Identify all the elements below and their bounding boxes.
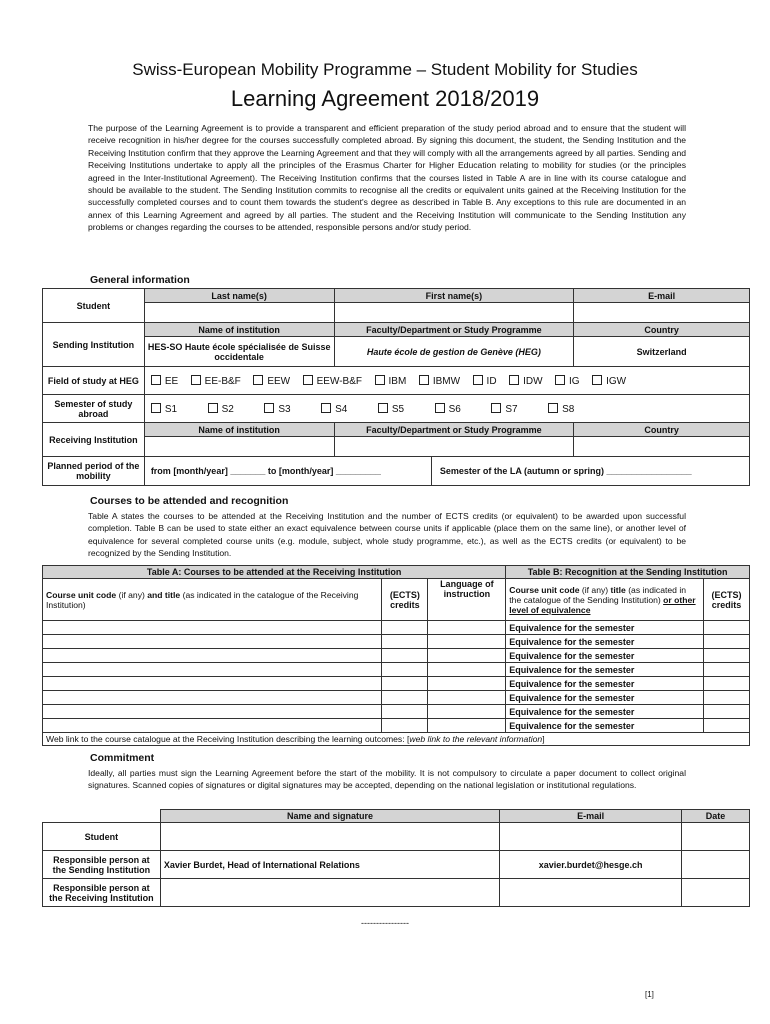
receiving-institution-label: Receiving Institution [43,423,145,457]
field-of-study-label: Field of study at HEG [43,367,145,395]
receiving-responsible-label: Responsible person at the Receiving Institution [43,879,161,907]
student-date-field[interactable] [682,823,750,851]
web-link-row: Web link to the course catalogue at the Receiving Institution describing the learning outcomes: [web link to the relevant information] [43,733,750,746]
commitment-heading: Commitment [90,752,155,764]
table-b-ects-header: (ECTS) credits [703,579,749,621]
table-row [43,663,750,677]
checkbox-icon [555,375,565,385]
email-header: E-mail [574,289,750,303]
checkbox-icon [509,375,519,385]
equivalence-cell: Equivalence for the semester [506,621,704,635]
sending-country: Switzerland [574,337,750,367]
checkbox-icon [321,403,331,413]
signature-table [42,809,750,907]
table-row [43,677,750,691]
semester-option[interactable]: S6 [435,403,461,415]
student-signature-label: Student [43,823,161,851]
sending-institution-label: Sending Institution [43,323,145,367]
table-row [43,705,750,719]
receiving-name-field[interactable] [144,437,334,457]
table-a-title: Table A: Courses to be attended at the Receiving Institution [43,566,506,579]
country-header: Country [574,323,750,337]
ects-header: (ECTS) credits [382,579,428,621]
checkbox-icon [264,403,274,413]
equivalence-cell: Equivalence for the semester [506,649,704,663]
sig-email-header: E-mail [500,810,682,823]
programme-title: Swiss-European Mobility Programme – Student Mobility for Studies [132,60,638,79]
first-name-field[interactable] [334,303,574,323]
student-signature-field[interactable] [160,823,499,851]
table-row [43,635,750,649]
last-name-field[interactable] [144,303,334,323]
checkbox-icon [378,403,388,413]
receiving-name-header: Name of institution [144,423,334,437]
table-b-course-header: Course unit code (if any) title (as indicated in the catalogue of the Sending Institution) or other level of equivalence [506,579,704,621]
semester-option[interactable]: S1 [151,403,177,415]
field-option[interactable]: ID [473,375,497,387]
semester-option[interactable]: S7 [491,403,517,415]
planned-period-label: Planned period of the mobility [43,457,145,486]
receiving-date-field[interactable] [682,879,750,907]
course-unit-header: Course unit code (if any) and title (as indicated in the catalogue of the Receiving Institution) [43,579,382,621]
receiving-signature-field[interactable] [160,879,499,907]
field-of-study-options [144,367,749,395]
general-info-table [42,288,750,486]
field-option[interactable]: EE-B&F [191,375,241,387]
checkbox-icon [375,375,385,385]
sending-responsible-label: Responsible person at the Sending Institution [43,851,161,879]
page-number: [1] [645,990,654,999]
table-row [43,649,750,663]
checkbox-icon [151,375,161,385]
courses-intro: Table A states the courses to be attended at the Receiving Institution and the number of ECTS credits (or equivalent) to be awarded upon successful completion. Table B can be used to state either an exact equivalence between course units if applicable (place them on the same line), or another level of equivalence for several completed course units (e.g. module, subject, whole study programme, etc.), as well as the ECTS credits (or equivalent) to be recognized by the Sending Institution. [88,511,686,559]
semester-options [144,395,749,423]
institution-name-header: Name of institution [144,323,334,337]
semester-option[interactable]: S2 [208,403,234,415]
checkbox-icon [151,403,161,413]
receiving-email-field[interactable] [500,879,682,907]
email-field[interactable] [574,303,750,323]
equivalence-cell: Equivalence for the semester [506,691,704,705]
period-dates[interactable]: from [month/year] _______ to [month/year] _________ [145,457,432,485]
field-option[interactable]: IBM [375,375,407,387]
table-row [43,621,750,635]
checkbox-icon [419,375,429,385]
field-option[interactable]: IDW [509,375,542,387]
equivalence-cell: Equivalence for the semester [506,635,704,649]
checkbox-icon [473,375,483,385]
faculty-header: Faculty/Department or Study Programme [334,323,574,337]
checkbox-icon [191,375,201,385]
checkbox-icon [435,403,445,413]
receiving-faculty-field[interactable] [334,437,574,457]
field-option[interactable]: IGW [592,375,626,387]
separator-dashes: ---------------- [361,918,409,928]
field-option[interactable]: IG [555,375,580,387]
checkbox-icon [253,375,263,385]
table-row [43,719,750,733]
commitment-text: Ideally, all parties must sign the Learning Agreement before the start of the mobility. It is not compulsory to circulate a paper document to collect original signatures. Scanned copies of signatures or digital signatures may be accepted, depending on the national legislation or institutional regulations. [88,768,686,791]
checkbox-icon [303,375,313,385]
equivalence-cell: Equivalence for the semester [506,663,704,677]
field-option[interactable]: EE [151,375,178,387]
checkbox-icon [208,403,218,413]
sending-responsible-name[interactable]: Xavier Burdet, Head of International Relations [160,851,499,879]
table-row [43,691,750,705]
name-signature-header: Name and signature [160,810,499,823]
agreement-title: Learning Agreement 2018/2019 [230,86,540,111]
planned-period-row [144,457,749,486]
field-option[interactable]: IBMW [419,375,460,387]
equivalence-cell: Equivalence for the semester [506,677,704,691]
sending-responsible-email[interactable]: xavier.burdet@hesge.ch [500,851,682,879]
language-header: Language of instruction [428,579,506,621]
student-email-field[interactable] [500,823,682,851]
table-b-title: Table B: Recognition at the Sending Institution [506,566,750,579]
date-header: Date [682,810,750,823]
receiving-faculty-header: Faculty/Department or Study Programme [334,423,574,437]
web-link[interactable]: web link to the relevant information [409,734,543,744]
courses-heading: Courses to be attended and recognition [90,495,289,507]
field-option[interactable]: EEW-B&F [303,375,362,387]
checkbox-icon [491,403,501,413]
general-info-heading: General information [90,274,190,286]
field-option[interactable]: EEW [253,375,290,387]
student-label: Student [43,289,145,323]
equivalence-cell: Equivalence for the semester [506,719,704,733]
sending-faculty: Haute école de gestion de Genève (HEG) [334,337,574,367]
sending-date-field[interactable] [682,851,750,879]
equivalence-cell: Equivalence for the semester [506,705,704,719]
checkbox-icon [548,403,558,413]
semester-option[interactable]: S5 [378,403,404,415]
courses-table [42,565,750,746]
semester-option[interactable]: S8 [548,403,574,415]
first-name-header: First name(s) [334,289,574,303]
sending-institution-name: HES-SO Haute école spécialisée de Suisse occidentale [144,337,334,367]
receiving-country-header: Country [574,423,750,437]
receiving-country-field[interactable] [574,437,750,457]
last-name-header: Last name(s) [144,289,334,303]
checkbox-icon [592,375,602,385]
semester-option[interactable]: S3 [264,403,290,415]
semester-option[interactable]: S4 [321,403,347,415]
intro-paragraph: The purpose of the Learning Agreement is to provide a transparent and efficient preparation of the study period abroad and to ensure that the student will receive recognition in his/her degree for the courses successfully completed abroad. By signing this document, the student, the Sending Institution and the Receiving Institution confirm that they approve the Learning Agreement and that they will comply with all the arrangements agreed by all parties. Sending and Receiving Institutions undertake to apply all the principles of the Erasmus Charter for Higher Education relating to mobility for studies (or the principles agreed in the Inter-Institutional Agreement). The Receiving Institution confirms that the courses listed in Table A are in line with its course catalogue and should be available to the student. The Sending Institution commits to recognise all the credits or equivalent units gained at the Receiving Institution for the successfully completed courses and to count them towards the student's degree as described in Table B. Any exceptions to this rule are documented in an annex of this Learning Agreement and agreed by all parties. The student and the Receiving Institution will communicate to the Sending Institution any problems or changes regarding the courses to be attended, responsible persons and/or study period. [88,123,686,233]
la-semester[interactable]: Semester of the LA (autumn or spring) _________________ [439,466,692,476]
semester-label: Semester of study abroad [43,395,145,423]
